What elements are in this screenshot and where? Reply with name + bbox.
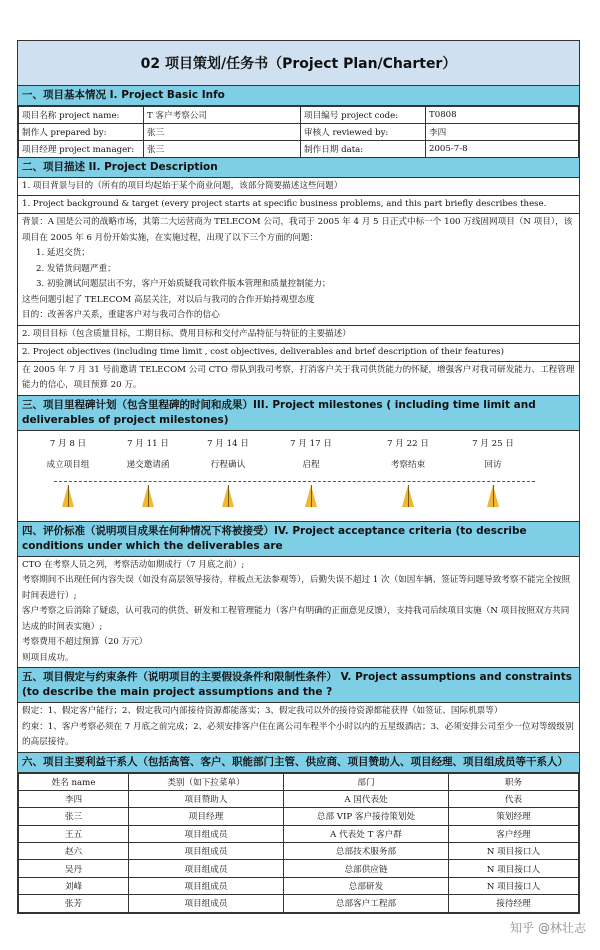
- milestone-date: 7 月 8 日: [49, 438, 87, 449]
- table-cell: N 项目接口人: [449, 843, 579, 860]
- table-row: [19, 790, 579, 807]
- field-value: 李四: [426, 124, 579, 141]
- section-description-header: 二、项目描述 II. Project Description: [18, 158, 579, 178]
- table-row: [19, 843, 579, 860]
- watermark: 知乎 @林壮志: [510, 921, 586, 935]
- table-cell: 张三: [19, 808, 129, 825]
- table-row: [19, 877, 579, 894]
- milestone-marker-icon: [142, 485, 154, 507]
- table-cell: 刘峰: [19, 877, 129, 894]
- criteria-line: 客户考察之后消除了疑虑，认可我司的供货、研发和工程管理能力（客户有明确的正面意见反馈），支持我司后续项目实施（N 项目按照双方共同达成的时间表实施）;: [22, 606, 570, 632]
- milestone-timeline: [18, 431, 579, 522]
- issue-item: 3. 初验测试问题层出不穷，客户开始质疑我司软件版本管理和质量控制能力；: [36, 279, 331, 289]
- table-cell: 总部研发: [284, 877, 449, 894]
- milestone-date: 7 月 17 日: [290, 438, 332, 449]
- column-header: 姓名 name: [19, 773, 129, 790]
- table-cell: 赵六: [19, 843, 129, 860]
- background-text: 背景：A 国是公司的战略市场，其第二大运营商为 TELECOM 公司，我司于 2005 年 4 月 5 日正式中标一个 100 万线固网项目（N 项目），该项目在 2005 年 6 月份开始实施，在实施过程，出现了以下三个方面的问题：: [22, 217, 573, 243]
- issue-summary: 这些问题引起了 TELECOM 高层关注，对以后与我司的合作开始持观望态度: [22, 294, 315, 305]
- table-cell: 项目组成员: [129, 843, 284, 860]
- milestone-marker-icon: [62, 485, 74, 507]
- charter-document: [17, 40, 580, 914]
- column-header: 类别（如下拉菜单）: [129, 773, 284, 790]
- field-label: 制作人 prepared by:: [19, 124, 144, 141]
- milestone-marker-icon: [305, 485, 317, 507]
- section-milestones-header: 三、项目里程碑计划（包含里程碑的时间和成果）III. Project milestones ( including time limit and deliverables of project milestones): [18, 396, 579, 431]
- milestone-date: 7 月 14 日: [207, 438, 249, 449]
- table-row: [19, 808, 579, 825]
- objective-heading-en: 2. Project objectives (including time limit , cost objectives, deliverables and brief description of their features): [18, 344, 579, 362]
- table-cell: 项目组成员: [129, 877, 284, 894]
- field-value: 张三: [144, 141, 301, 158]
- background-heading-cn: 1. 项目背景与目的（所有的项目均起始于某个商业问题，该部分简要描述这些问题）: [18, 178, 579, 196]
- criteria-line: 考察费用不超过预算（20 万元）: [22, 637, 148, 647]
- assumptions-body: [18, 703, 579, 753]
- table-cell: 总部技术服务部: [284, 843, 449, 860]
- milestone-marker-icon: [222, 485, 234, 507]
- milestone-date: 7 月 22 日: [387, 438, 429, 449]
- table-row: [19, 895, 579, 912]
- milestone-label: 递交邀请函: [126, 459, 170, 470]
- table-cell: N 项目接口人: [449, 860, 579, 877]
- table-cell: 总部客户工程部: [284, 895, 449, 912]
- background-body: [18, 214, 579, 326]
- milestone-date: 7 月 25 日: [472, 438, 514, 449]
- milestone-label: 成立项目组: [46, 459, 90, 470]
- table-cell: 王五: [19, 825, 129, 842]
- criteria-line: 则项目成功。: [22, 652, 74, 663]
- section-stakeholders-header: 六、项目主要利益干系人（包括高管、客户、职能部门主管、供应商、项目赞助人、项目经理、项目组成员等干系人）: [18, 753, 579, 773]
- stakeholder-table: [18, 773, 579, 913]
- criteria-line: CTO 在考察人员之列，考察活动如期成行（7 月底之前）;: [22, 559, 245, 570]
- assumption-text: 假定：1、假定客户能行；2、假定我司内部接待资源都能落实；3、假定我司以外的接待资源都能获得（如签证、国际机票等）: [22, 706, 503, 716]
- table-row: [19, 124, 579, 141]
- field-value: T 客户考察公司: [144, 107, 301, 124]
- criteria-line: 考察期间不出现任何内容失误（如没有高层领导接待，样板点无法参观等），后勤失误不超过 1 次（如因车辆、签证等问题导致考察不能完全按照时间表进行）;: [22, 575, 571, 601]
- issue-item: 1. 延迟交货；: [36, 248, 90, 258]
- objective-heading-cn: 2. 项目目标（包含质量目标，工期目标、费用目标和交付产品特征与特征的主要描述）: [18, 326, 579, 344]
- objective-body: 在 2005 年 7 月 31 号前邀请 TELECOM 公司 CTO 带队到我司考察，打消客户关于我司供货能力的怀疑，增强客户对我司研发能力、工程管理能力的信心，项目预算 20 万。: [18, 362, 579, 396]
- table-row: [19, 107, 579, 124]
- table-cell: 吴丹: [19, 860, 129, 877]
- acceptance-body: [18, 557, 579, 669]
- milestone-date: 7 月 11 日: [127, 438, 169, 449]
- table-cell: 张芳: [19, 895, 129, 912]
- column-header: 部门: [284, 773, 449, 790]
- field-label: 项目名称 project name:: [19, 107, 144, 124]
- milestone-label: 考察结束: [390, 459, 426, 470]
- table-cell: A 国代表处: [284, 790, 449, 807]
- field-label: 项目经理 project manager:: [19, 141, 144, 158]
- table-cell: 项目组成员: [129, 895, 284, 912]
- section-acceptance-header: 四、评价标准（说明项目成果在何种情况下将被接受）IV. Project acceptance criteria (to describe conditions under which the deliverables are: [18, 522, 579, 557]
- table-header-row: [19, 773, 579, 790]
- milestone-marker-icon: [487, 485, 499, 507]
- field-label: 项目编号 project code:: [301, 107, 426, 124]
- table-cell: 总部供应链: [284, 860, 449, 877]
- table-cell: A 代表处 T 客户群: [284, 825, 449, 842]
- field-label: 制作日期 data:: [301, 141, 426, 158]
- table-cell: 李四: [19, 790, 129, 807]
- table-cell: 策划经理: [449, 808, 579, 825]
- document-title: 02 项目策划/任务书（Project Plan/Charter）: [18, 41, 579, 86]
- table-cell: 接待经理: [449, 895, 579, 912]
- milestone-label: 回访: [484, 459, 502, 470]
- milestone-marker-icon: [402, 485, 414, 507]
- table-cell: N 项目接口人: [449, 877, 579, 894]
- section-assumptions-header: 五、项目假定与约束条件（说明项目的主要假设条件和限制性条件） V. Project assumptions and constraints (to describe the main project assumptions and the ?: [18, 668, 579, 703]
- table-cell: 项目组成员: [129, 825, 284, 842]
- field-label: 审核人 reviewed by:: [301, 124, 426, 141]
- table-cell: 项目经理: [129, 808, 284, 825]
- table-cell: 项目赞助人: [129, 790, 284, 807]
- table-cell: 代表: [449, 790, 579, 807]
- field-value: T0808: [426, 107, 579, 124]
- section-basic-info-header: 一、项目基本情况 I. Project Basic Info: [18, 86, 579, 106]
- field-value: 张三: [144, 124, 301, 141]
- purpose-text: 目的：改善客户关系，重建客户对与我司合作的信心: [22, 310, 220, 320]
- table-cell: 客户经理: [449, 825, 579, 842]
- table-cell: 项目组成员: [129, 860, 284, 877]
- issue-item: 2. 发错货问题严重；: [36, 263, 116, 274]
- milestone-label: 行程确认: [210, 459, 246, 470]
- table-row: [19, 141, 579, 158]
- background-heading-en: 1. Project background & target (every project starts at specific business problems, and this part briefly describes these.: [18, 196, 579, 214]
- constraint-text: 约束：1、客户考察必须在 7 月底之前完成；2、必须安排客户住在离公司车程半个小时以内的五星级酒店；3、必须安排公司至少一位对等级级别的高层接待。: [22, 721, 574, 747]
- table-row: [19, 860, 579, 877]
- milestone-label: 启程: [302, 459, 320, 470]
- table-cell: 总部 VIP 客户接待策划处: [284, 808, 449, 825]
- table-row: [19, 825, 579, 842]
- column-header: 职务: [449, 773, 579, 790]
- basic-info-table: [18, 106, 579, 158]
- timeline-axis: [54, 481, 535, 482]
- field-value: 2005-7-8: [426, 141, 579, 158]
